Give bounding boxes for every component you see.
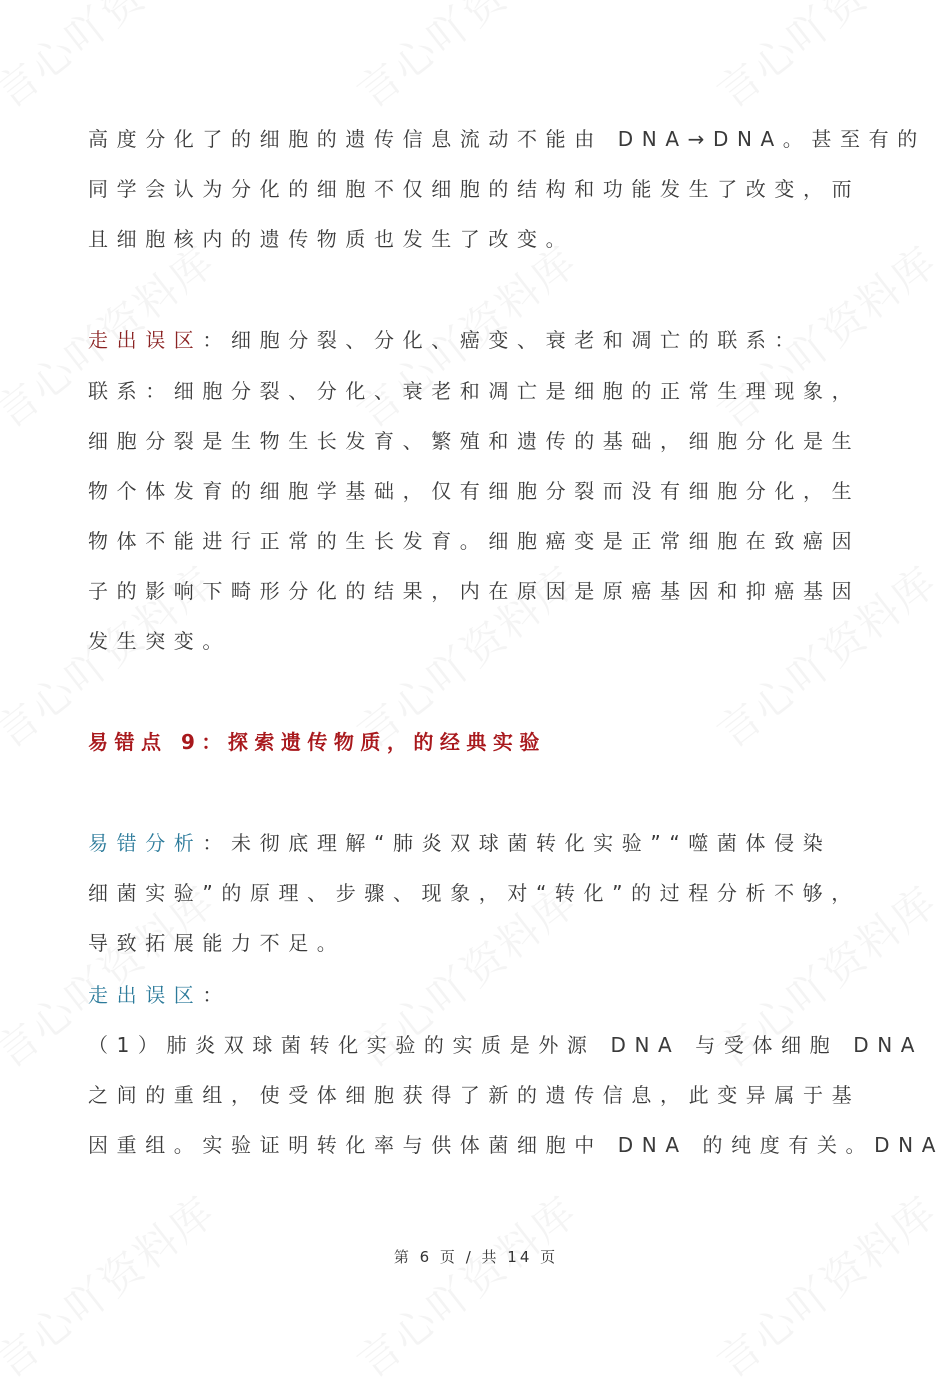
paragraph-line: 高度分化了的细胞的遗传信息流动不能由 DNA→DNA。甚至有的 [88, 127, 926, 151]
paragraph-line: 物个体发育的细胞学基础，仅有细胞分裂而没有细胞分化，生 [88, 479, 861, 503]
label-colon: ： [202, 328, 232, 352]
paragraph-line: 且细胞核内的遗传物质也发生了改变。 [88, 227, 575, 251]
out-of-error-label: 走出误区 [88, 983, 203, 1007]
section-title-line [88, 327, 868, 353]
paragraph-line: 子的影响下畸形分化的结果，内在原因是原癌基因和抑癌基因 [88, 579, 861, 603]
paragraph-line: 导致拓展能力不足。 [88, 931, 346, 955]
watermark [703, 1180, 948, 1390]
paragraph-line: 物体不能进行正常的生长发育。细胞癌变是正常细胞在致癌因 [88, 529, 861, 553]
out-of-error-line [88, 982, 868, 1008]
paragraph-line: 同学会认为分化的细胞不仅细胞的结构和功能发生了改变，而 [88, 177, 861, 201]
watermark [343, 0, 588, 120]
watermark [0, 0, 226, 120]
page-indicator: 第 6 页 / 共 14 页 [393, 1248, 559, 1266]
watermark [343, 1180, 588, 1390]
paragraph-line: 细菌实验”的原理、步骤、现象，对“转化”的过程分析不够， [88, 881, 860, 905]
section-title-text: 细胞分裂、分化、癌变、衰老和凋亡的联系： [231, 328, 804, 352]
label-colon: ： [202, 831, 232, 855]
label-colon: ： [202, 983, 232, 1007]
paragraph-line: 之间的重组，使受体细胞获得了新的遗传信息，此变异属于基 [88, 1083, 861, 1107]
paragraph-line: （1）肺炎双球菌转化实验的实质是外源 DNA 与受体细胞 DNA [88, 1033, 924, 1057]
paragraph-line: 发生突变。 [88, 629, 231, 653]
paragraph-line: 联系：细胞分裂、分化、衰老和凋亡是细胞的正常生理现象， [88, 379, 861, 403]
error-analysis-label: 易错分析 [88, 831, 203, 855]
paragraph-line: 细胞分裂是生物生长发育、繁殖和遗传的基础，细胞分化是生 [88, 429, 861, 453]
watermark [703, 0, 948, 120]
analysis-text: 未彻底理解“肺炎双球菌转化实验”“噬菌体侵染 [231, 831, 832, 855]
watermark [0, 1180, 226, 1390]
out-of-error-label: 走出误区 [88, 328, 203, 352]
analysis-line [88, 830, 868, 856]
paragraph-line: 因重组。实验证明转化率与供体菌细胞中 DNA 的纯度有关。DNA [88, 1133, 945, 1157]
error-point-heading: 易错点 9：探索遗传物质，的经典实验 [88, 730, 546, 754]
